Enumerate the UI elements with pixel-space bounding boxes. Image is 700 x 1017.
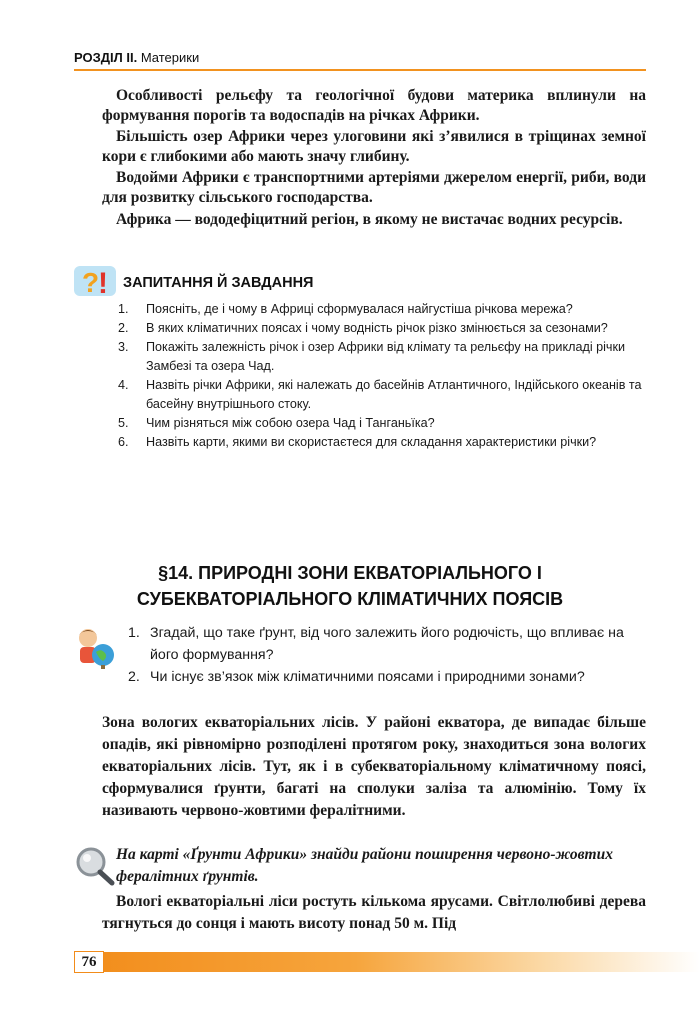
- student-globe-icon: [72, 626, 118, 675]
- zone-text: У районі екватора, де випадає більше опадів, які рівномірно розподілені протягом року, знаходиться зона вологих екваторіальних лісів. Тут, як і в субекваторіальному кліматичному поясі, сформувалися ґрунти, багаті на сполуки заліза та алюмінію. Тому їх називають червоно-жовтими фералітними.: [102, 714, 646, 819]
- svg-text:?: ?: [82, 267, 100, 298]
- footer-bar: [74, 952, 700, 972]
- intro-paragraph-4: Африка — вододефіцитний регіон, в якому не вистачає водних ресурсів.: [116, 211, 623, 228]
- map-task: На карті «Ґрунти Африки» знайди райони поширення червоно-жовтих фералітних ґрунтів.: [116, 846, 613, 885]
- intro-paragraph-1: Особливості рельєфу та геологічної будови материка вплинули на формування порогів та водоспадів на річках Африки.: [102, 87, 646, 124]
- page-number: 76: [74, 951, 104, 973]
- recall-list: [128, 622, 646, 688]
- svg-text:!: !: [98, 267, 108, 300]
- intro-paragraph-3: Водойми Африки є транспортними артеріями джерелом енергії, риби, води для розвитку сільського господарства.: [102, 169, 646, 206]
- list-item: 5. Чим різняться між собою озера Чад і Танганьїка?: [118, 416, 435, 430]
- list-item: 2. В яких кліматичних поясах і чому водність річок різко змінюється за сезонами?: [118, 321, 608, 335]
- section-heading-line1: §14. ПРИРОДНІ ЗОНИ ЕКВАТОРІАЛЬНОГО І: [158, 563, 542, 583]
- running-header: [74, 50, 646, 65]
- list-item: 4. Назвіть річки Африки, які належать до басейнів Атлантичного, Індійського океанів та басейну внутрішнього стоку.: [118, 378, 642, 411]
- list-item: 1. Згадай, що таке ґрунт, від чого залежить його родючість, що впливає на його формування?: [128, 625, 624, 663]
- list-item: 3. Покажіть залежність річок і озер Африки від клімату та рельєфу на прикладі річки Замбезі та озера Чад.: [118, 340, 626, 373]
- section-heading-line2: СУБЕКВАТОРІАЛЬНОГО КЛІМАТИЧНИХ ПОЯСІВ: [136, 589, 564, 609]
- zone-paragraph: [102, 712, 646, 822]
- zone-lead: Зона вологих екваторіальних лісів.: [102, 714, 359, 731]
- questions-title: ЗАПИТАННЯ Й ЗАВДАННЯ: [123, 275, 314, 291]
- header-rule: [74, 69, 646, 71]
- section-title: Материки: [140, 50, 200, 65]
- section-label: РОЗДІЛ ІІ.: [74, 50, 138, 65]
- list-item: 6. Назвіть карти, якими ви скористаєтеся для складання характеристики річки?: [118, 435, 597, 449]
- question-exclaim-icon: [73, 262, 117, 305]
- magnifier-icon: [74, 846, 116, 891]
- list-item: 2. Чи існує зв’язок між кліматичними поясами і природними зонами?: [128, 669, 585, 685]
- list-item: 1. Поясніть, де і чому в Африці сформувалася найгустіша річкова мережа?: [118, 302, 573, 316]
- intro-paragraph-2: Більшість озер Африки через улоговини які з’явилися в тріщинах земної кори є глибокими або мають значу глибину.: [102, 128, 646, 165]
- final-paragraph: Вологі екваторіальні ліси ростуть кількома ярусами. Світлолюбиві дерева тягнуться до сонця і мають висоту понад 50 м. Під: [102, 893, 646, 932]
- questions-list: [118, 300, 646, 452]
